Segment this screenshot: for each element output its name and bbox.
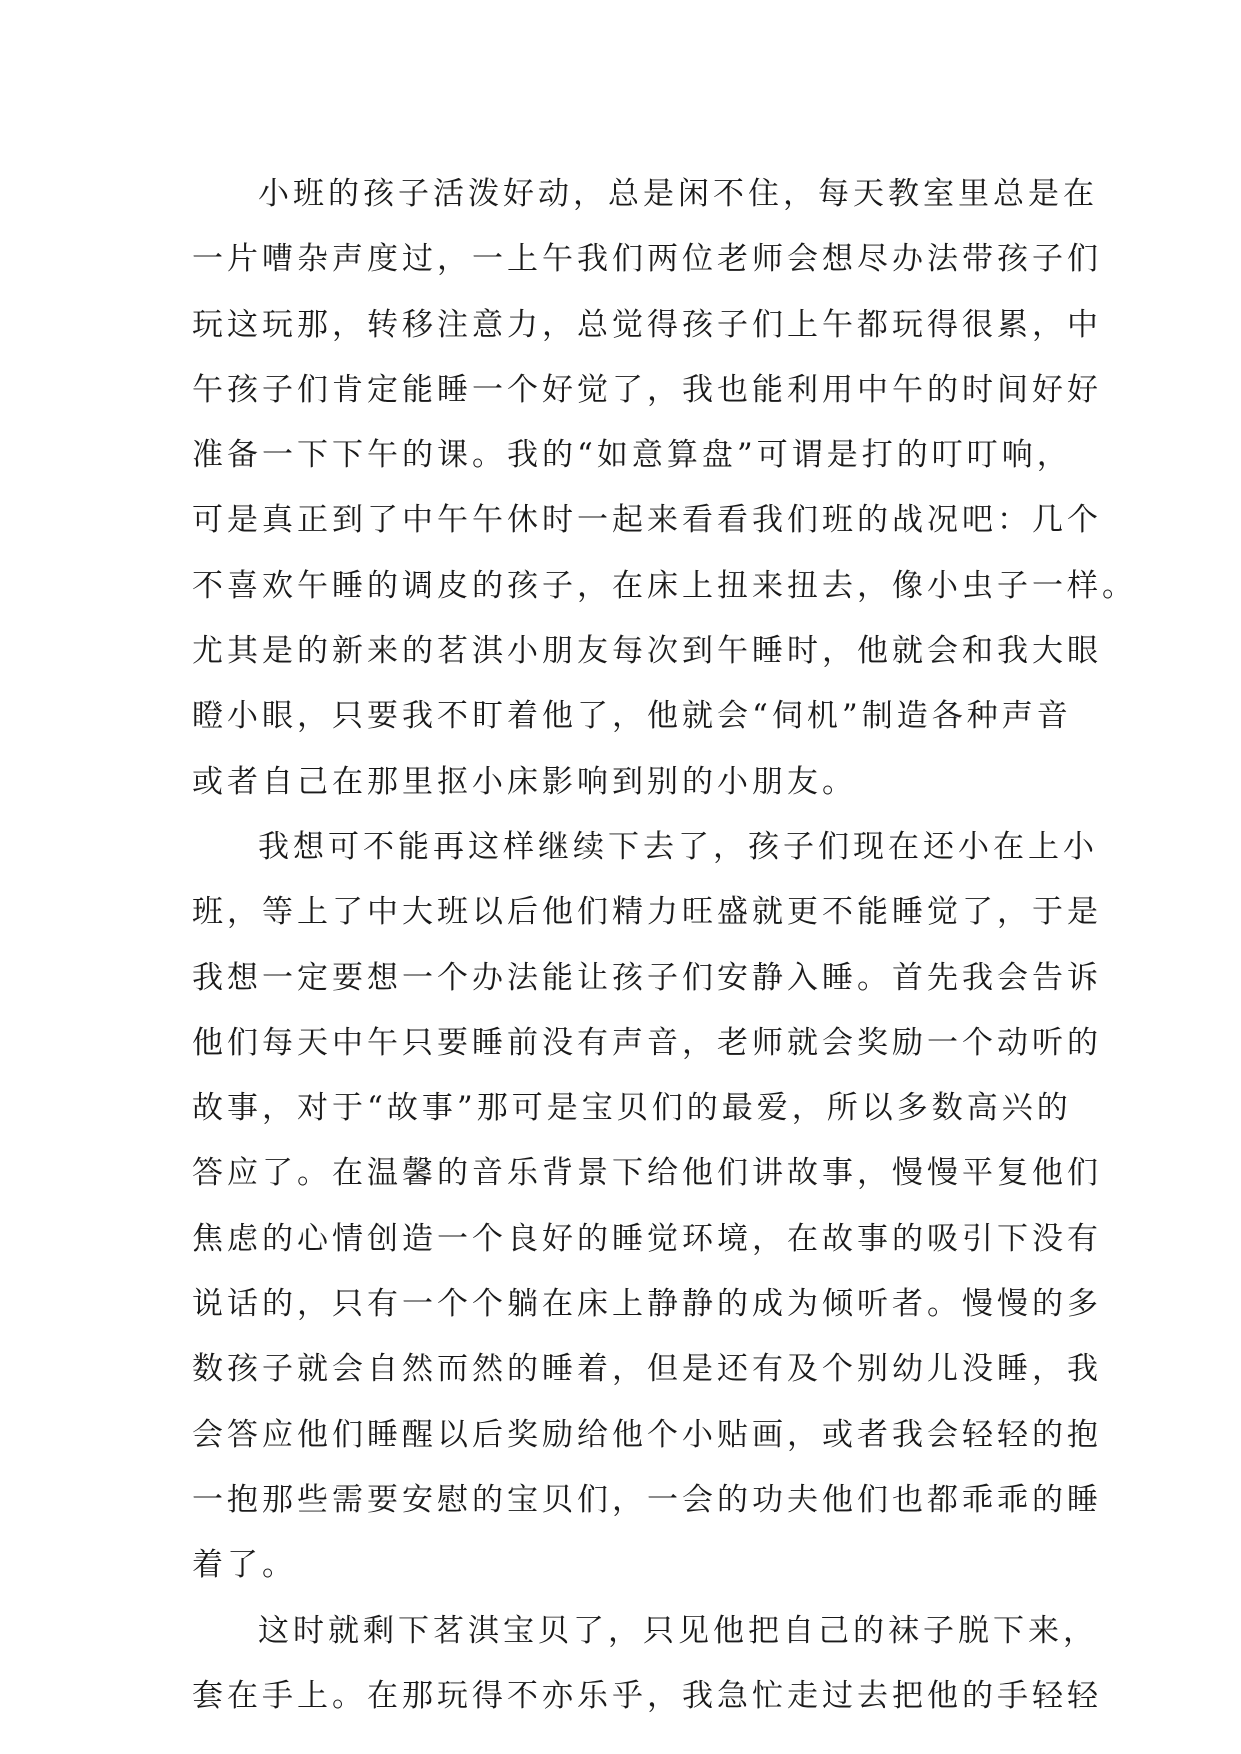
text-line: 一抱那些需要安慰的宝贝们，一会的功夫他们也都乖乖的睡 (192, 1481, 1102, 1518)
text-line: 着了。 (192, 1547, 297, 1584)
paragraph-1 (192, 162, 1137, 815)
document-body (192, 162, 1137, 1729)
text-line: 午孩子们肯定能睡一个好觉了，我也能利用中午的时间好好 (192, 371, 1102, 408)
text-line: 一片嘈杂声度过，一上午我们两位老师会想尽办法带孩子们 (192, 241, 1102, 278)
text-line: 会答应他们睡醒以后奖励给他个小贴画，或者我会轻轻的抱 (192, 1416, 1102, 1453)
text-line: 班，等上了中大班以后他们精力旺盛就更不能睡觉了，于是 (192, 894, 1102, 931)
text-line: 我想一定要想一个办法能让孩子们安静入睡。首先我会告诉 (192, 959, 1102, 996)
text-line: 焦虑的心情创造一个良好的睡觉环境，在故事的吸引下没有 (192, 1220, 1102, 1257)
text-line: 玩这玩那，转移注意力，总觉得孩子们上午都玩得很累，中 (192, 306, 1102, 343)
text-line: 或者自己在那里抠小床影响到别的小朋友。 (192, 763, 857, 800)
text-line: 他们每天中午只要睡前没有声音，老师就会奖励一个动听的 (192, 1024, 1102, 1061)
text-line: 答应了。在温馨的音乐背景下给他们讲故事，慢慢平复他们 (192, 1155, 1102, 1192)
text-line: 小班的孩子活泼好动，总是闲不住，每天教室里总是在 (258, 176, 1098, 212)
paragraph-2 (192, 815, 1102, 1599)
paragraph-3 (192, 1599, 1102, 1730)
text-line: 说话的，只有一个个躺在床上静静的成为倾听者。慢慢的多 (192, 1286, 1102, 1323)
text-line: 故事，对于“故事”那可是宝贝们的最爱，所以多数高兴的 (192, 1090, 1072, 1127)
text-line: 套在手上。在那玩得不亦乐乎，我急忙走过去把他的手轻轻 (192, 1677, 1102, 1714)
text-line: 可是真正到了中午午休时一起来看看我们班的战况吧：几个 (192, 502, 1102, 539)
text-line: 准备一下下午的课。我的“如意算盘”可谓是打的叮叮响， (192, 437, 1072, 474)
text-line: 这时就剩下茗淇宝贝了，只见他把自己的袜子脱下来， (258, 1612, 1098, 1649)
text-line: 尤其是的新来的茗淇小朋友每次到午睡时，他就会和我大眼 (192, 633, 1102, 670)
text-line: 我想可不能再这样继续下去了，孩子们现在还小在上小 (258, 828, 1098, 865)
text-line: 瞪小眼，只要我不盯着他了，他就会“伺机”制造各种声音 (192, 698, 1072, 735)
text-line: 不喜欢午睡的调皮的孩子，在床上扭来扭去，像小虫子一样。 (192, 567, 1137, 604)
text-line: 数孩子就会自然而然的睡着，但是还有及个别幼儿没睡，我 (192, 1351, 1102, 1388)
